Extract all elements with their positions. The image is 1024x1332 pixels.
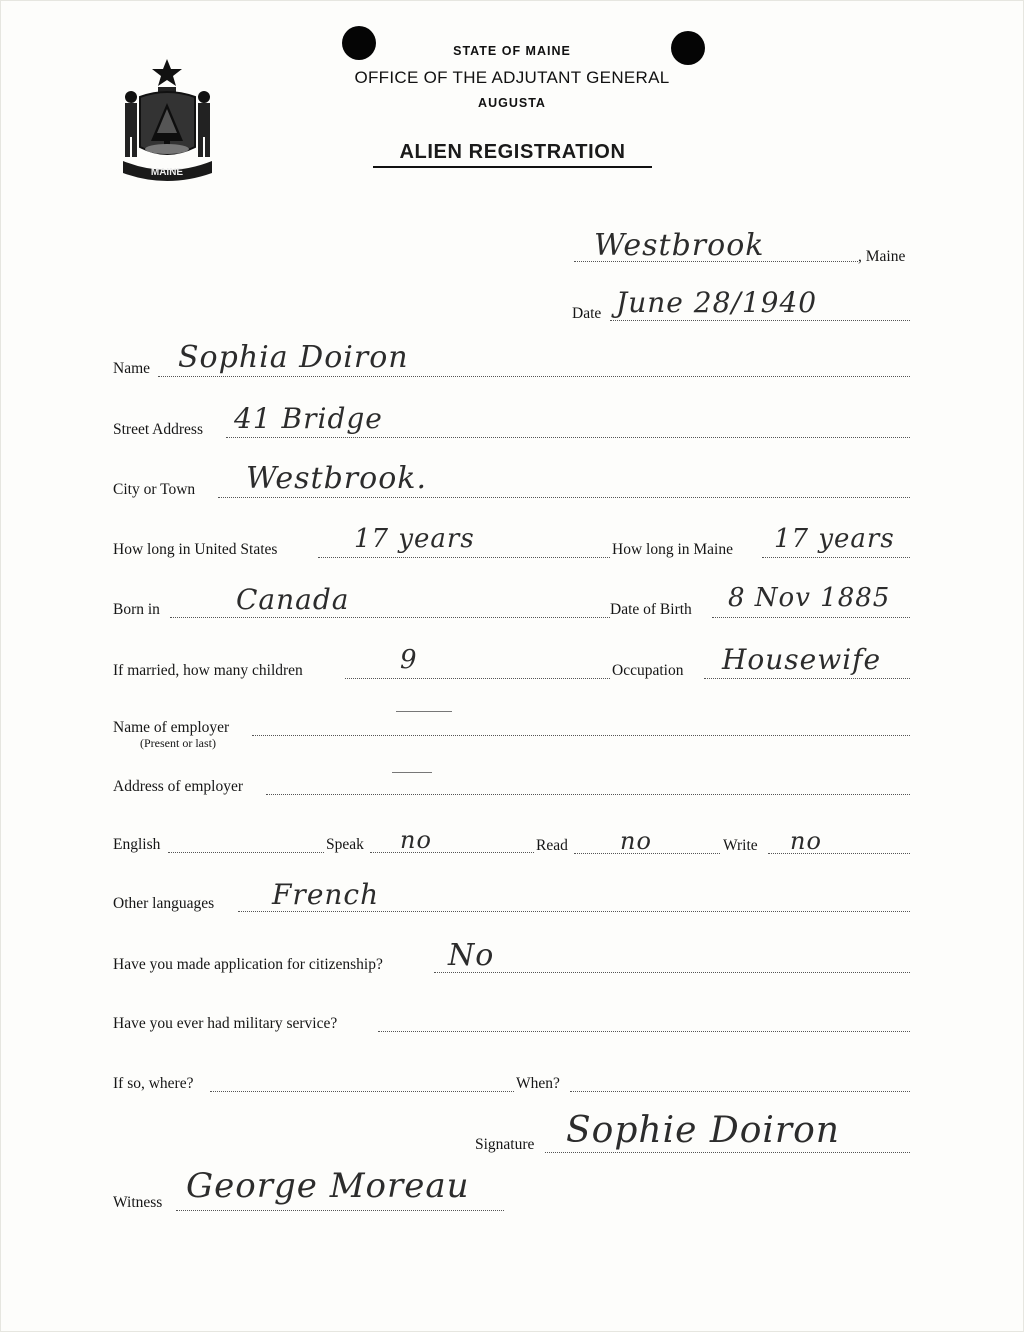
witness-value: George Moreau: [186, 1166, 470, 1206]
city-line: [218, 497, 910, 498]
date-label: Date: [572, 305, 602, 322]
how-long-maine-label: How long in Maine: [612, 541, 733, 558]
date-of-birth-label: Date of Birth: [610, 601, 692, 618]
english-label: English: [113, 836, 161, 853]
date-line: [610, 320, 910, 321]
when-label: When?: [516, 1075, 560, 1092]
form-title: ALIEN REGISTRATION: [373, 141, 652, 168]
other-languages-value: French: [272, 878, 380, 911]
street-line: [226, 437, 910, 438]
witness-label: Witness: [113, 1194, 163, 1211]
employer-name-dash: [396, 711, 452, 712]
employer-name-line: [252, 735, 910, 736]
witness-line: [176, 1210, 504, 1211]
born-in-value: Canada: [236, 583, 350, 616]
speak-line: [370, 852, 534, 853]
children-line: [345, 678, 610, 679]
state-suffix: , Maine: [858, 248, 906, 265]
read-value: no: [620, 827, 652, 855]
where-label: If so, where?: [113, 1075, 194, 1092]
date-value: June 28/1940: [616, 286, 818, 319]
speak-label: Speak: [326, 836, 364, 853]
signature-value: Sophie Doiron: [566, 1110, 840, 1151]
signature-line: [545, 1152, 910, 1153]
occupation-line: [704, 678, 910, 679]
other-languages-label: Other languages: [113, 895, 215, 912]
occupation-label: Occupation: [612, 662, 684, 679]
other-languages-line: [238, 911, 910, 912]
how-long-us-value: 17 years: [354, 524, 475, 554]
write-label: Write: [723, 837, 758, 854]
place-value: Westbrook: [594, 228, 765, 263]
children-value: 9: [400, 645, 418, 675]
how-long-us-label: How long in United States: [113, 541, 278, 558]
employer-address-dash: [392, 772, 432, 773]
where-line: [210, 1091, 514, 1092]
signature-label: Signature: [475, 1136, 535, 1153]
citizenship-line: [434, 972, 910, 973]
write-value: no: [790, 827, 822, 855]
citizenship-value: No: [448, 938, 495, 973]
when-line: [570, 1091, 910, 1092]
citizenship-label: Have you made application for citizenship?: [113, 956, 383, 973]
born-in-label: Born in: [113, 601, 160, 618]
date-of-birth-value: 8 Nov 1885: [728, 583, 891, 613]
born-in-line: [170, 617, 610, 618]
header-office: OFFICE OF THE ADJUTANT GENERAL: [354, 68, 670, 87]
street-label: Street Address: [113, 421, 203, 438]
city-value: Westbrook.: [246, 461, 427, 496]
header-state: STATE OF MAINE: [453, 44, 571, 58]
read-label: Read: [536, 837, 568, 854]
how-long-maine-line: [762, 557, 910, 558]
employer-name-sublabel: (Present or last): [140, 736, 216, 750]
how-long-maine-value: 17 years: [774, 524, 895, 554]
city-label: City or Town: [113, 481, 196, 498]
speak-value: no: [400, 826, 432, 854]
svg-text:MAINE: MAINE: [150, 167, 184, 178]
employer-address-line: [266, 794, 910, 795]
employer-address-label: Address of employer: [113, 778, 243, 795]
children-label: If married, how many children: [113, 662, 303, 679]
military-line: [378, 1031, 910, 1032]
name-line: [158, 376, 910, 377]
header-city: AUGUSTA: [478, 96, 546, 110]
english-line: [168, 852, 324, 853]
date-of-birth-line: [712, 617, 910, 618]
name-value: Sophia Doiron: [178, 340, 409, 375]
military-label: Have you ever had military service?: [113, 1015, 338, 1032]
how-long-us-line: [318, 557, 610, 558]
occupation-value: Housewife: [722, 643, 882, 676]
employer-name-label: Name of employer: [113, 719, 230, 736]
street-value: 41 Bridge: [234, 402, 383, 435]
name-label: Name: [113, 360, 151, 377]
